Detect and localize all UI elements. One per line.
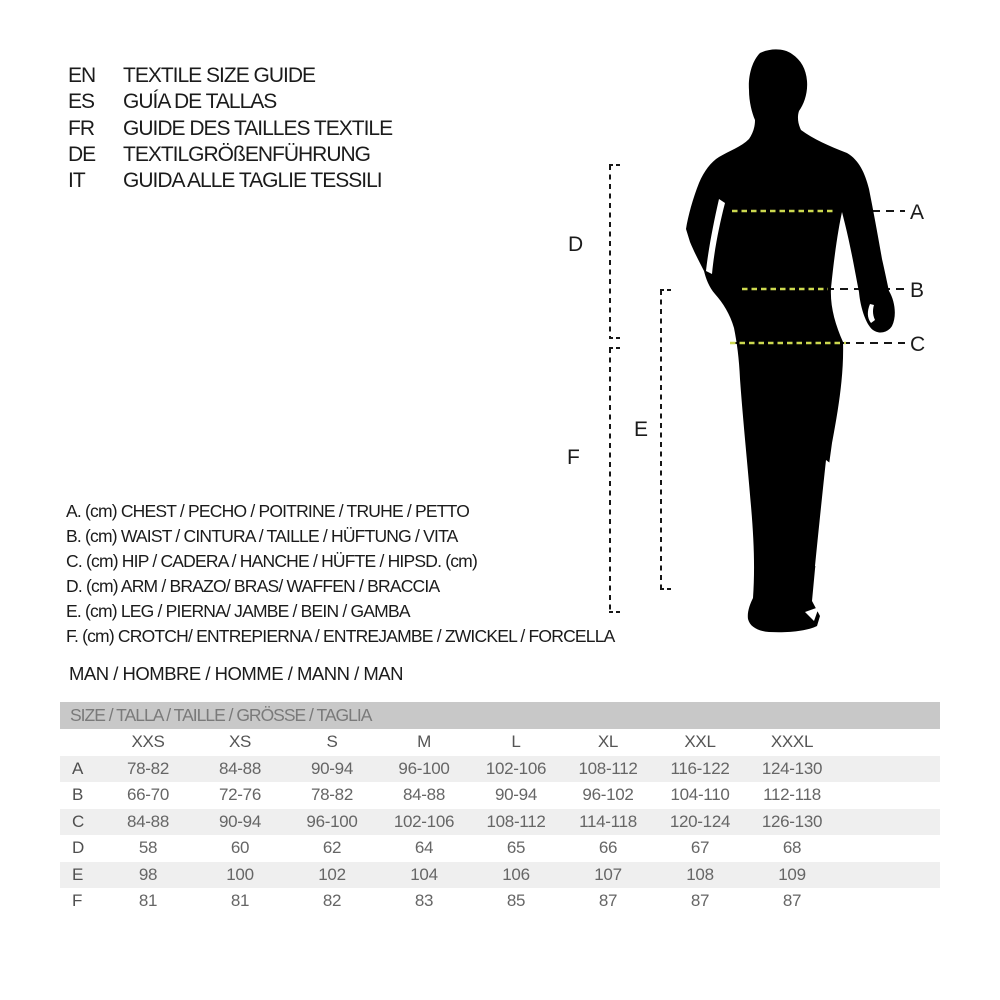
language-label: TEXTILE SIZE GUIDE <box>123 64 316 87</box>
table-cell: 120-124 <box>669 811 731 831</box>
table-cell: 78-82 <box>127 758 169 778</box>
language-row <box>68 142 392 168</box>
size-table-header: SIZE / TALLA / TAILLE / GRÖSSE / TAGLIA <box>60 702 940 729</box>
table-cell: 90-94 <box>311 758 353 778</box>
size-table-body <box>60 756 940 915</box>
table-cell: 106 <box>502 864 530 884</box>
measurement-line: E. (cm) LEG / PIERNA/ JAMBE / BEIN / GAMBA <box>66 601 410 621</box>
language-row <box>68 63 392 89</box>
language-code: ES <box>68 90 95 114</box>
table-cell: 104-110 <box>670 785 730 805</box>
table-cell: 107 <box>594 864 622 884</box>
measurement-line: D. (cm) ARM / BRAZO/ BRAS/ WAFFEN / BRACCIA <box>66 576 440 596</box>
table-cell: 90-94 <box>495 785 537 805</box>
table-row <box>60 756 940 783</box>
column-header: M <box>417 732 431 752</box>
table-cell: 65 <box>506 838 526 858</box>
row-label: F <box>72 891 83 911</box>
column-header: XL <box>597 732 619 752</box>
language-label: GUÍA DE TALLAS <box>123 90 277 114</box>
table-cell: 108 <box>686 864 714 884</box>
language-code: DE <box>68 142 96 166</box>
man-measurement-diagram <box>555 40 955 665</box>
table-cell: 85 <box>506 891 526 911</box>
column-header: XXL <box>684 732 716 752</box>
language-row <box>68 89 392 115</box>
table-cell: 100 <box>226 864 254 884</box>
column-header: S <box>326 732 338 752</box>
table-cell: 90-94 <box>219 811 261 831</box>
table-cell: 67 <box>690 838 710 858</box>
table-cell: 102 <box>318 864 346 884</box>
table-cell: 87 <box>782 891 802 911</box>
size-table <box>60 702 940 915</box>
marker-label-d: D <box>568 233 584 256</box>
man-silhouette <box>686 49 895 632</box>
language-label: GUIDE DES TAILLES TEXTILE <box>123 116 393 140</box>
table-cell: 87 <box>598 891 618 911</box>
column-header: XS <box>228 732 252 752</box>
size-figure <box>555 40 955 665</box>
language-code: EN <box>68 64 96 87</box>
measurement-line: C. (cm) HIP / CADERA / HANCHE / HÜFTE / HIPSD. (cm) <box>66 551 477 571</box>
table-cell: 112-118 <box>763 785 821 805</box>
marker-label-b: B <box>910 279 925 302</box>
row-label: C <box>72 811 84 831</box>
measurement-line: B. (cm) WAIST / CINTURA / TAILLE / HÜFTUNG / VITA <box>66 526 458 546</box>
language-list <box>68 63 392 194</box>
table-cell: 81 <box>230 891 250 911</box>
table-cell: 102-106 <box>393 811 455 831</box>
language-code: FR <box>68 116 94 140</box>
column-header: L <box>511 732 521 752</box>
table-cell: 84-88 <box>127 811 169 831</box>
table-cell: 81 <box>138 891 158 911</box>
table-cell: 84-88 <box>403 785 445 805</box>
table-row <box>60 809 940 836</box>
marker-label-a: A <box>910 201 925 224</box>
table-cell: 124-130 <box>761 758 823 778</box>
language-label: TEXTILGRÖßENFÜHRUNG <box>123 142 371 166</box>
row-label: A <box>72 758 84 778</box>
marker-label-f: F <box>567 446 580 469</box>
table-cell: 58 <box>138 838 158 858</box>
table-cell: 66 <box>598 838 618 858</box>
table-cell: 96-100 <box>306 811 358 831</box>
table-cell: 83 <box>414 891 434 911</box>
measurement-line: F. (cm) CROTCH/ ENTREPIERNA / ENTREJAMBE / ZWICKEL / FORCELLA <box>66 626 615 646</box>
column-header: XXXL <box>770 732 814 752</box>
table-cell: 116-122 <box>670 758 730 778</box>
language-code: IT <box>68 169 85 193</box>
table-cell: 87 <box>690 891 710 911</box>
table-cell: 84-88 <box>219 758 261 778</box>
table-cell: 96-102 <box>582 785 634 805</box>
size-columns-row <box>60 729 940 756</box>
table-cell: 109 <box>778 864 806 884</box>
table-cell: 64 <box>414 838 434 858</box>
table-row <box>60 835 940 862</box>
column-header: XXS <box>131 732 165 752</box>
language-row <box>68 116 392 142</box>
table-cell: 60 <box>230 838 250 858</box>
marker-label-c: C <box>910 333 926 356</box>
table-cell: 114-118 <box>579 811 637 831</box>
leg-bracket-ticks <box>660 290 673 589</box>
table-row <box>60 782 940 809</box>
table-cell: 66-70 <box>127 785 169 805</box>
table-cell: 126-130 <box>761 811 823 831</box>
table-cell: 82 <box>322 891 342 911</box>
language-row <box>68 168 392 194</box>
table-cell: 78-82 <box>311 785 353 805</box>
table-cell: 102-106 <box>485 758 547 778</box>
category-line: MAN / HOMBRE / HOMME / MANN / MAN <box>69 663 403 684</box>
row-label: B <box>72 785 84 805</box>
measurement-line: A. (cm) CHEST / PECHO / POITRINE / TRUHE / PETTO <box>66 501 470 521</box>
language-label: GUIDA ALLE TAGLIE TESSILI <box>123 169 382 193</box>
row-label: D <box>72 838 84 858</box>
table-row <box>60 888 940 915</box>
row-label: E <box>72 864 84 884</box>
table-row <box>60 862 940 889</box>
table-cell: 68 <box>782 838 802 858</box>
table-cell: 104 <box>410 864 438 884</box>
measurement-legend <box>66 499 615 649</box>
table-cell: 96-100 <box>398 758 450 778</box>
table-cell: 62 <box>322 838 342 858</box>
table-cell: 72-76 <box>219 785 261 805</box>
table-cell: 98 <box>138 864 158 884</box>
table-cell: 108-112 <box>578 758 638 778</box>
table-cell: 108-112 <box>486 811 546 831</box>
marker-label-e: E <box>634 418 649 441</box>
